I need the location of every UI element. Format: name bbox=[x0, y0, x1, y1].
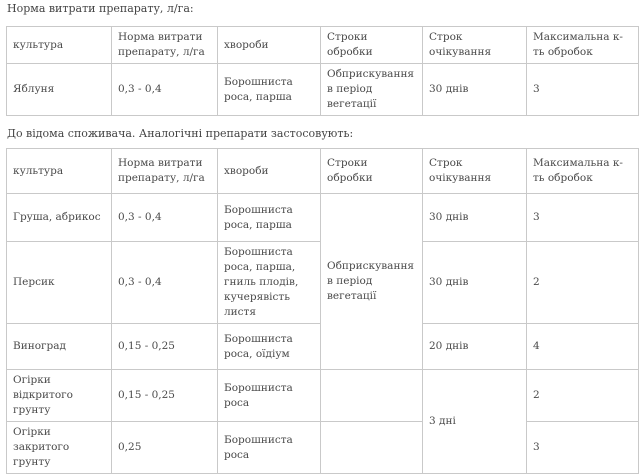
header-disease: хвороби bbox=[218, 27, 321, 64]
header-crop: культура bbox=[7, 149, 112, 194]
cell-max: 3 bbox=[527, 194, 639, 242]
cell-period-empty bbox=[321, 422, 423, 474]
heading-application-rate: Норма витрати препарату, л/га: bbox=[7, 2, 194, 15]
cell-crop: Виноград bbox=[7, 324, 112, 370]
header-max: Максимальна к-ть обробок bbox=[527, 27, 639, 64]
cell-crop: Яблуня bbox=[7, 64, 112, 116]
main-product-table bbox=[6, 26, 639, 116]
header-crop: культура bbox=[7, 27, 112, 64]
cell-rate: 0,15 - 0,25 bbox=[112, 324, 218, 370]
table-row bbox=[7, 422, 639, 474]
cell-wait-shared: 3 дні bbox=[423, 370, 527, 474]
similar-products-table bbox=[6, 148, 639, 474]
cell-disease: Борошниста роса bbox=[218, 422, 321, 474]
cell-max: 3 bbox=[527, 422, 639, 474]
header-rate: Норма витрати препарату, л/га bbox=[112, 27, 218, 64]
cell-disease: Борошниста роса, оїдіум bbox=[218, 324, 321, 370]
cell-period-empty bbox=[321, 370, 423, 422]
cell-rate: 0,25 bbox=[112, 422, 218, 474]
cell-disease: Борошниста роса, парша, гниль плодів, кучерявість листя bbox=[218, 242, 321, 324]
header-period: Строки обробки bbox=[321, 27, 423, 64]
cell-crop: Груша, абрикос bbox=[7, 194, 112, 242]
header-disease: хвороби bbox=[218, 149, 321, 194]
table-row bbox=[7, 194, 639, 242]
cell-max: 2 bbox=[527, 242, 639, 324]
cell-period: Обприскування в період вегетації bbox=[321, 64, 423, 116]
header-wait: Строк очікування bbox=[423, 149, 527, 194]
cell-crop: Огірки відкритого грунту bbox=[7, 370, 112, 422]
cell-wait: 30 днів bbox=[423, 64, 527, 116]
cell-rate: 0,15 - 0,25 bbox=[112, 370, 218, 422]
cell-disease: Борошниста роса bbox=[218, 370, 321, 422]
table-header-row bbox=[7, 27, 639, 64]
cell-disease: Борошниста роса, парша bbox=[218, 194, 321, 242]
header-rate: Норма витрати препарату, л/га bbox=[112, 149, 218, 194]
header-wait: Строк очікування bbox=[423, 27, 527, 64]
header-period: Строки обробки bbox=[321, 149, 423, 194]
cell-crop: Огірки закритого грунту bbox=[7, 422, 112, 474]
table-header-row bbox=[7, 149, 639, 194]
cell-period-shared: Обприскування в період вегетації bbox=[321, 194, 423, 370]
cell-rate: 0,3 - 0,4 bbox=[112, 64, 218, 116]
table-row bbox=[7, 370, 639, 422]
cell-rate: 0,3 - 0,4 bbox=[112, 194, 218, 242]
cell-rate: 0,3 - 0,4 bbox=[112, 242, 218, 324]
heading-similar-products: До відома споживача. Аналогічні препарати застосовують: bbox=[7, 127, 354, 140]
cell-wait: 20 днів bbox=[423, 324, 527, 370]
cell-max: 3 bbox=[527, 64, 639, 116]
header-max: Максимальна к-ть обробок bbox=[527, 149, 639, 194]
cell-max: 2 bbox=[527, 370, 639, 422]
cell-max: 4 bbox=[527, 324, 639, 370]
cell-wait: 30 днів bbox=[423, 194, 527, 242]
table-row bbox=[7, 64, 639, 116]
cell-crop: Персик bbox=[7, 242, 112, 324]
cell-disease: Борошниста роса, парша bbox=[218, 64, 321, 116]
cell-wait: 30 днів bbox=[423, 242, 527, 324]
